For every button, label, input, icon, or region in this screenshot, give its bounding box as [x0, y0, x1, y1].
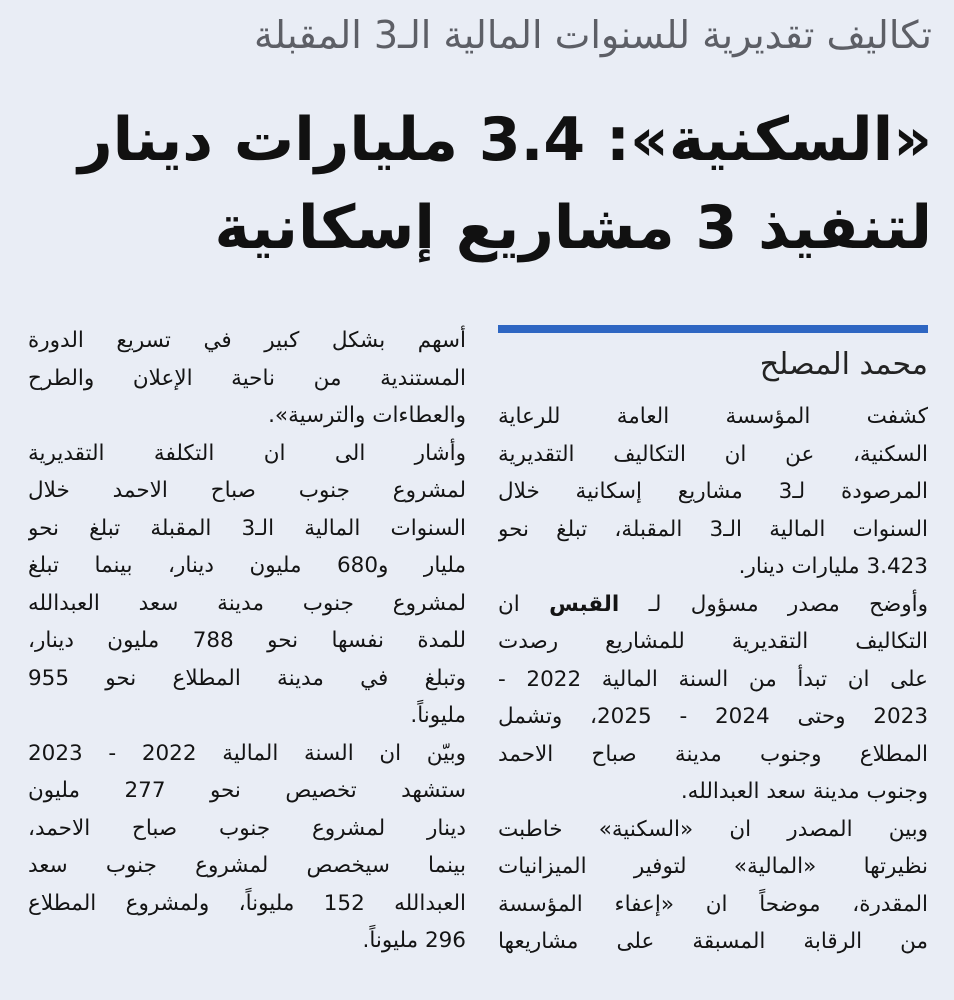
paragraph [498, 586, 928, 811]
text-line: وبيّن ان السنة المالية 2022 - 2023 [28, 740, 466, 766]
text-line: من الرقابة المسبقة على مشاريعها [498, 929, 928, 954]
text-line: نظيرتها «المالية» لتوفير الميزانيات [498, 854, 928, 879]
text-line: السنوات المالية الـ3 المقبلة، تبلغ نحو [498, 516, 928, 542]
kicker-subheading: تكاليف تقديرية للسنوات المالية الـ3 المقبلة [254, 13, 932, 57]
paragraph [498, 811, 928, 961]
text-line: وأشار الى ان التكلفة التقديرية [28, 440, 466, 466]
text-line: ستشهد تخصيص نحو 277 مليون [28, 778, 466, 803]
article-column-right [498, 398, 928, 961]
text-line [498, 586, 928, 624]
text-line: العبدالله 152 مليوناً، ولمشروع المطلاع [28, 890, 466, 916]
paragraph [498, 398, 928, 586]
text-line: والعطاءات والترسية». [268, 403, 466, 428]
text-line: السنوات المالية الـ3 المقبلة تبلغ نحو [28, 515, 466, 541]
text-line: المقدرة، موضحاً ان «إعفاء المؤسسة [498, 891, 928, 917]
text-line: دينار لمشروع جنوب صباح الاحمد، [28, 815, 466, 841]
text-line: المطلاع وجنوب مدينة صباح الاحمد [498, 741, 928, 767]
text-line: كشفت المؤسسة العامة للرعاية [498, 404, 928, 429]
headline-line-2: لتنفيذ 3 مشاريع إسكانية [214, 193, 932, 263]
text-fragment: ان [498, 591, 520, 617]
text-line: السكنية، عن ان التكاليف التقديرية [498, 441, 928, 467]
text-fragment: وأوضح مصدر مسؤول لـ [648, 591, 928, 617]
paragraph [28, 322, 466, 435]
text-line: 296 مليوناً. [362, 928, 466, 953]
text-line: مليوناً. [410, 703, 466, 728]
article-column-left [28, 322, 466, 960]
paragraph [28, 735, 466, 960]
text-line: لمشروع جنوب صباح الاحمد خلال [28, 478, 466, 503]
headline-line-1: «السكنية»: 3.4 مليارات دينار [78, 105, 932, 175]
text-line: لمشروع جنوب مدينة سعد العبدالله [28, 590, 466, 616]
headline [30, 96, 932, 272]
text-line: للمدة نفسها نحو 788 مليون دينار، [28, 628, 466, 653]
text-line: بينما سيخصص لمشروع جنوب سعد [28, 853, 466, 878]
text-line: وتبلغ في مدينة المطلاع نحو 955 [28, 665, 466, 691]
text-line: أسهم بشكل كبير في تسريع الدورة [28, 328, 466, 353]
newspaper-brand-name: القبس [549, 591, 620, 617]
paragraph [28, 435, 466, 735]
text-line: وبين المصدر ان «السكنية» خاطبت [498, 816, 928, 842]
text-line: المرصودة لـ3 مشاريع إسكانية خلال [498, 479, 928, 504]
text-line: 2023 وحتى 2024 - 2025، وتشمل [498, 704, 928, 729]
text-line: المستندية من ناحية الإعلان والطرح [28, 365, 466, 391]
byline-author: محمد المصلح [759, 347, 928, 382]
text-line: على ان تبدأ من السنة المالية 2022 - [498, 666, 928, 692]
text-line: مليار و680 مليون دينار، بينما تبلغ [28, 553, 466, 578]
text-line: 3.423 مليارات دينار. [738, 554, 928, 579]
accent-rule [498, 325, 928, 333]
text-line: وجنوب مدينة سعد العبدالله. [680, 779, 928, 804]
text-line: التكاليف التقديرية للمشاريع رصدت [498, 629, 928, 654]
